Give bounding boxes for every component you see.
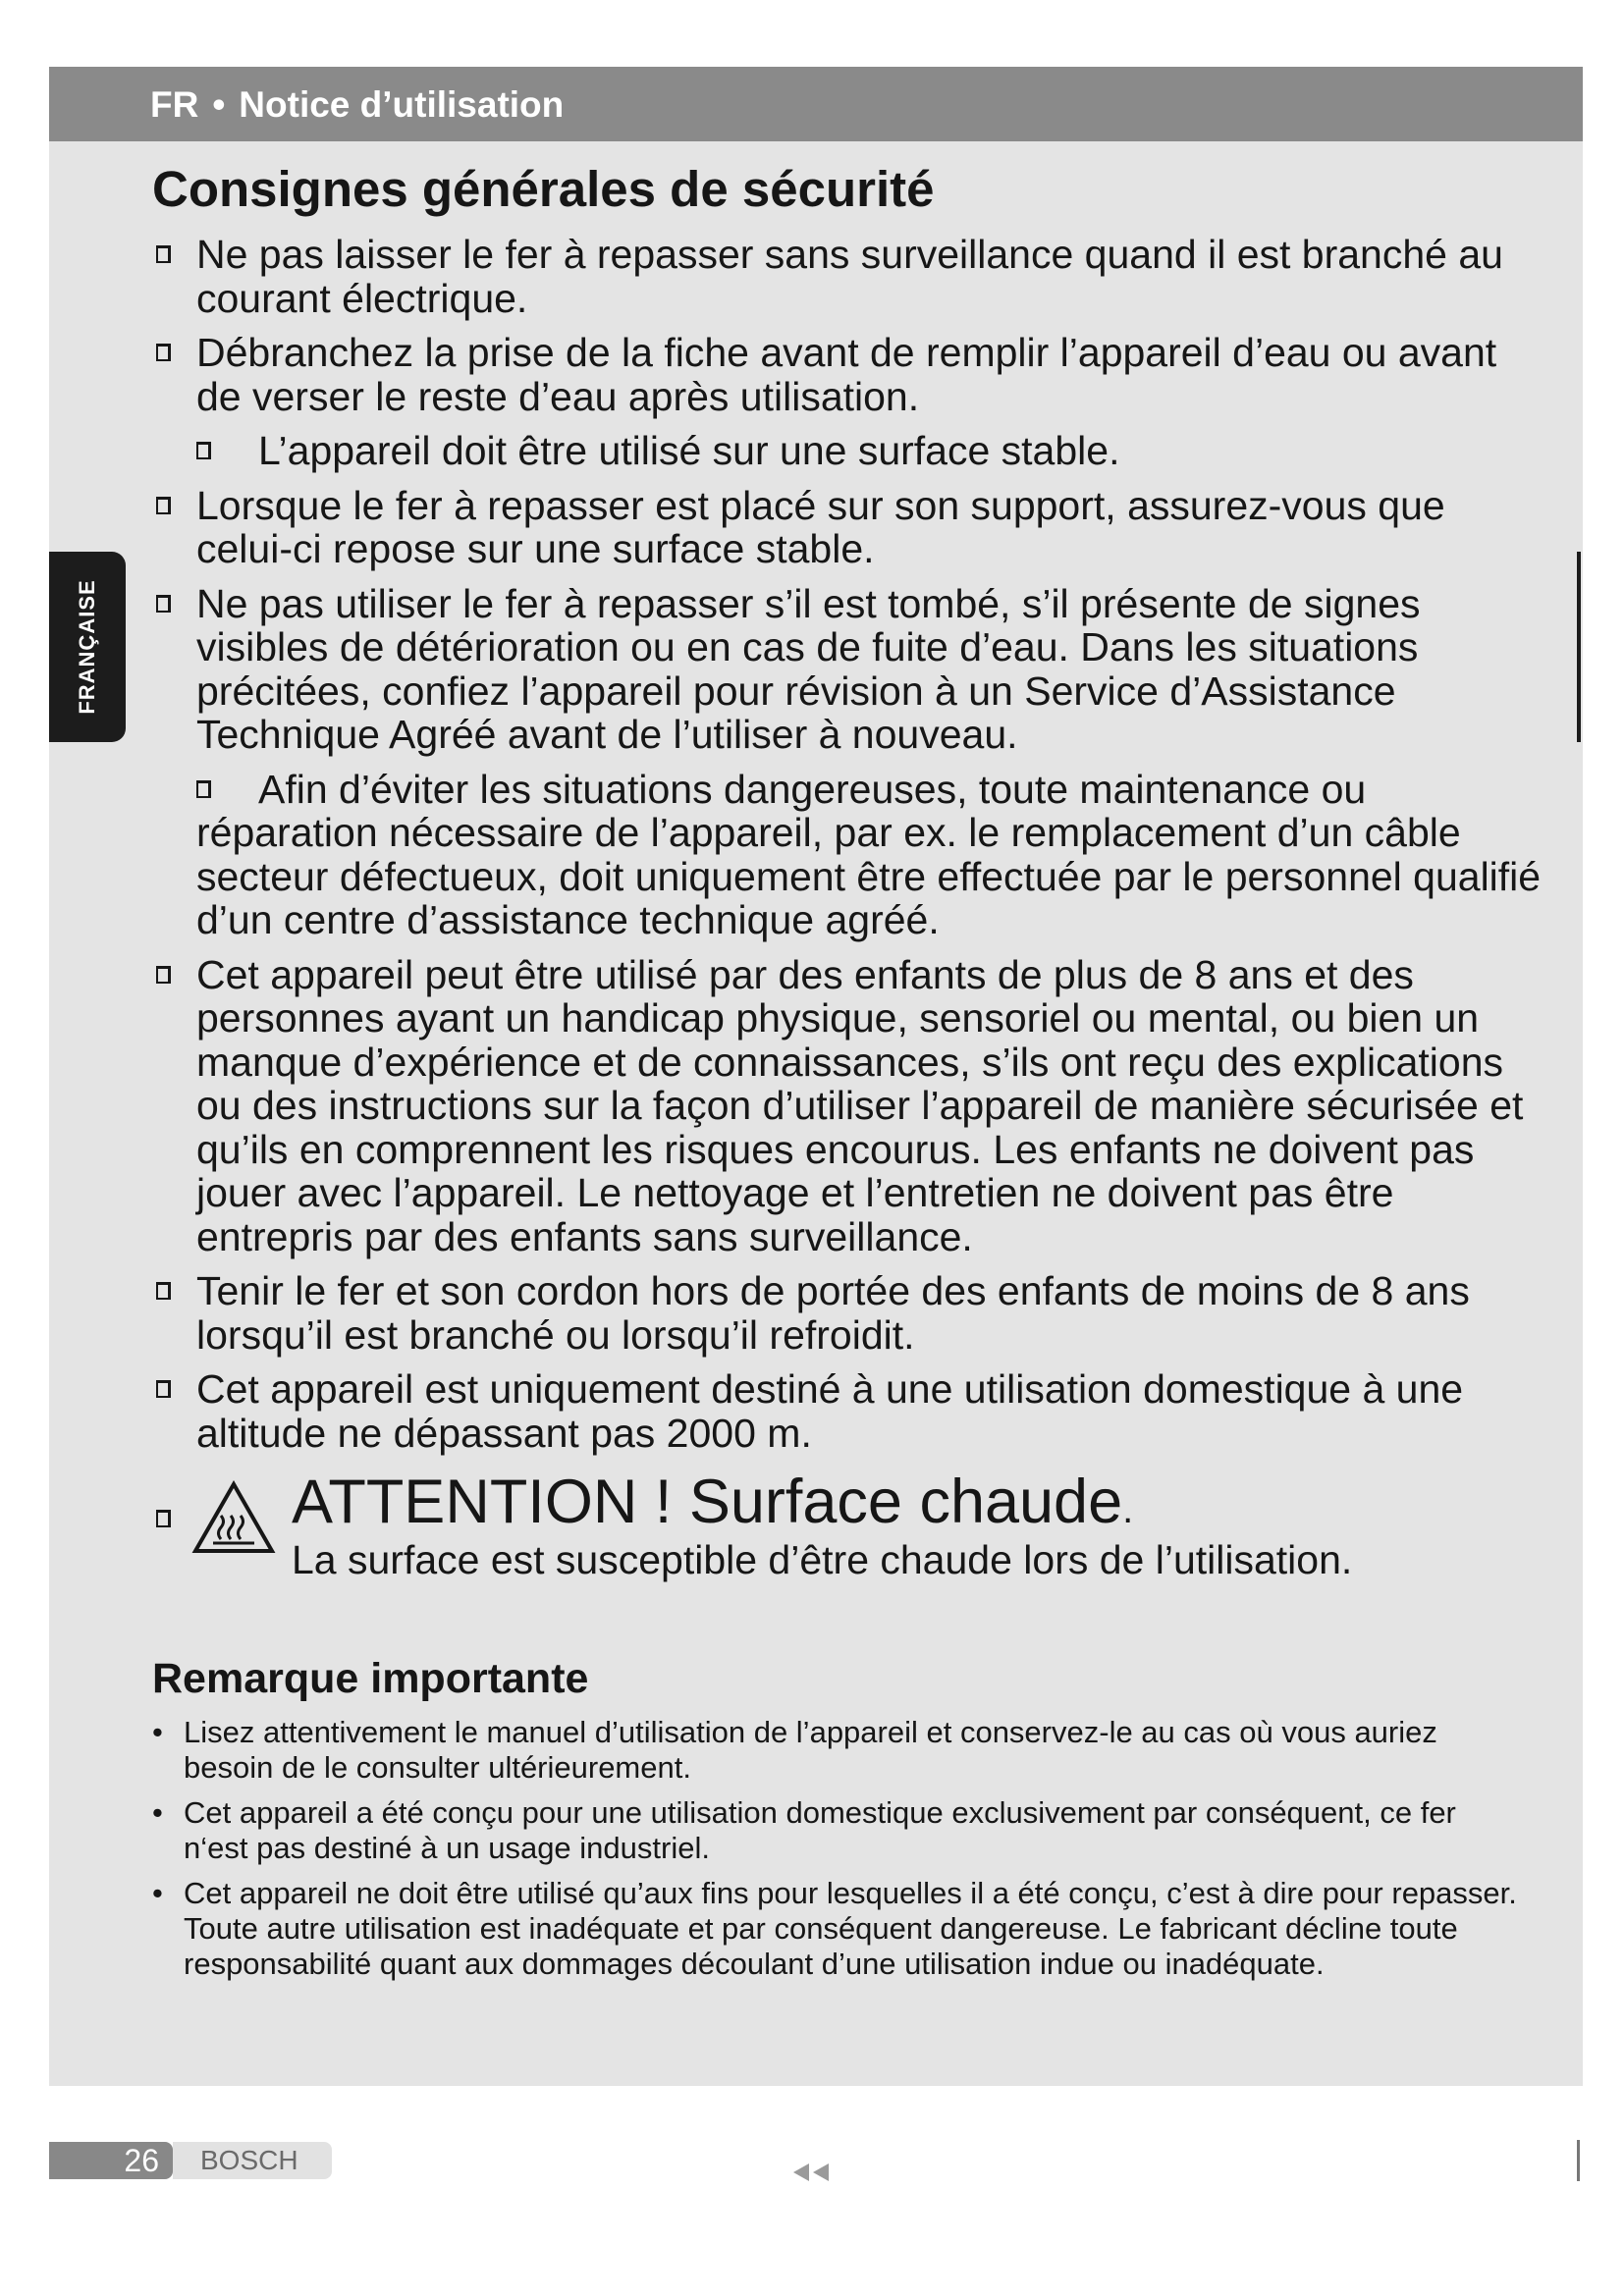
attention-title-period: . [1122, 1488, 1134, 1532]
safety-item [152, 429, 1603, 473]
hot-surface-warning-icon [191, 1480, 276, 1555]
header [150, 84, 564, 126]
checkbox-bullet-icon [156, 497, 171, 514]
bullet-dot: • [152, 1876, 163, 1911]
right-margin-rule-bottom [1577, 2140, 1580, 2181]
checkbox-bullet-icon [196, 780, 211, 798]
safety-item [152, 484, 1542, 571]
main-content [152, 159, 1542, 1992]
right-margin-rule [1577, 552, 1581, 742]
header-lang: FR [150, 84, 199, 125]
checkbox-bullet-icon [156, 344, 171, 361]
checkbox-bullet-icon [196, 442, 211, 459]
attention-text: La surface est susceptible d’être chaude lors de l’utilisation. [292, 1537, 1353, 1583]
checkbox-bullet-icon [156, 1510, 171, 1527]
safety-item [152, 1269, 1542, 1357]
safety-item-text: Lorsque le fer à repasser est placé sur son support, assurez-vous que celui-ci repose sur une surface stable. [196, 482, 1445, 572]
remark-title: Remarque importante [152, 1655, 589, 1703]
safety-item-text: Tenir le fer et son cordon hors de portée des enfants de moins de 8 ans lorsqu’il est branché ou lorsqu’il refroidit. [196, 1268, 1470, 1358]
safety-item [152, 953, 1542, 1259]
brand-label: BOSCH [173, 2142, 332, 2179]
attention-block [152, 1468, 1488, 1583]
safety-item-text: Afin d’éviter les situations dangereuses, toute maintenance ou réparation nécessaire de l’appareil, par ex. le remplacement d’un câble secteur défectueux, doit uniquement être effectuée par le personnel qualifié d’un centre d’assistance technique agréé. [196, 766, 1542, 943]
remark-item [152, 1715, 1519, 1786]
attention-title-text: ATTENTION ! Surface chaude [292, 1468, 1123, 1537]
safety-item [152, 768, 1542, 942]
bullet-dot: • [152, 1715, 163, 1750]
language-tab [49, 552, 126, 742]
header-title: Notice d’utilisation [239, 84, 565, 125]
remark-item-text: Cet appareil ne doit être utilisé qu’aux fins pour lesquelles il a été conçu, c’est à dire pour repasser. Toute autre utilisation est inadéquate et par conséquent dangereuse. Le fabricant décline toute responsabilité quant aux dommages découlant d’une utilisation indue ou inadéquate. [184, 1876, 1517, 1982]
safety-item-text: Ne pas laisser le fer à repasser sans surveillance quand il est branché au courant électrique. [196, 232, 1503, 321]
checkbox-bullet-icon [156, 595, 171, 613]
safety-item-text: L’appareil doit être utilisé sur une surface stable. [258, 428, 1120, 474]
remark-item-text: Lisez attentivement le manuel d’utilisation de l’appareil et conservez-le au cas où vous auriez besoin de le consulter ultérieurement. [184, 1715, 1437, 1786]
remark-item-text: Cet appareil a été conçu pour une utilisation domestique exclusivement par conséquent, ce fer n‘est pas destiné à un usage industriel. [184, 1795, 1456, 1866]
safety-item-text: Cet appareil est uniquement destiné à une utilisation domestique à une altitude ne dépassant pas 2000 m. [196, 1366, 1464, 1456]
safety-item [152, 582, 1542, 757]
language-tab-label: FRANÇAISE [75, 579, 99, 715]
double-arrow-left-icon[interactable] [791, 2160, 839, 2185]
checkbox-bullet-icon [156, 966, 171, 984]
safety-item [152, 331, 1542, 418]
bullet-dot: • [152, 1795, 163, 1831]
safety-item-text: Débranchez la prise de la fiche avant de remplir l’appareil d’eau ou avant de verser le reste d’eau après utilisation. [196, 330, 1497, 419]
checkbox-bullet-icon [156, 1380, 171, 1398]
safety-item-text: Cet appareil peut être utilisé par des enfants de plus de 8 ans et des personnes ayant un handicap physique, sensoriel ou mental, ou bien un manque d’expérience et de connaissances, s’ils ont reçu des explications ou des instructions sur la façon d’utiliser l’appareil de manière sécurisée et qu’ils en comprennent les risques encourus. Les enfants ne doivent pas jouer avec l’appareil. Le nettoyage et l’entretien ne doivent pas être entrepris par des enfants sans surveillance. [196, 951, 1524, 1259]
remark-item [152, 1795, 1519, 1866]
attention-title [292, 1468, 1133, 1536]
checkbox-bullet-icon [156, 245, 171, 263]
safety-item [152, 1367, 1542, 1455]
safety-item [152, 233, 1542, 320]
page-number: 26 [49, 2142, 173, 2179]
safety-item-text: Ne pas utiliser le fer à repasser s’il est tombé, s’il présente de signes visibles de détérioration ou en cas de fuite d’eau. Dans les situations précitées, confiez l’appareil pour révision à un Service d’Assistance Technique Agréé avant de l’utiliser à nouveau. [196, 580, 1421, 758]
remark-item [152, 1876, 1519, 1982]
checkbox-bullet-icon [156, 1282, 171, 1300]
section-title: Consignes générales de sécurité [152, 161, 935, 217]
header-separator: • [212, 84, 226, 125]
